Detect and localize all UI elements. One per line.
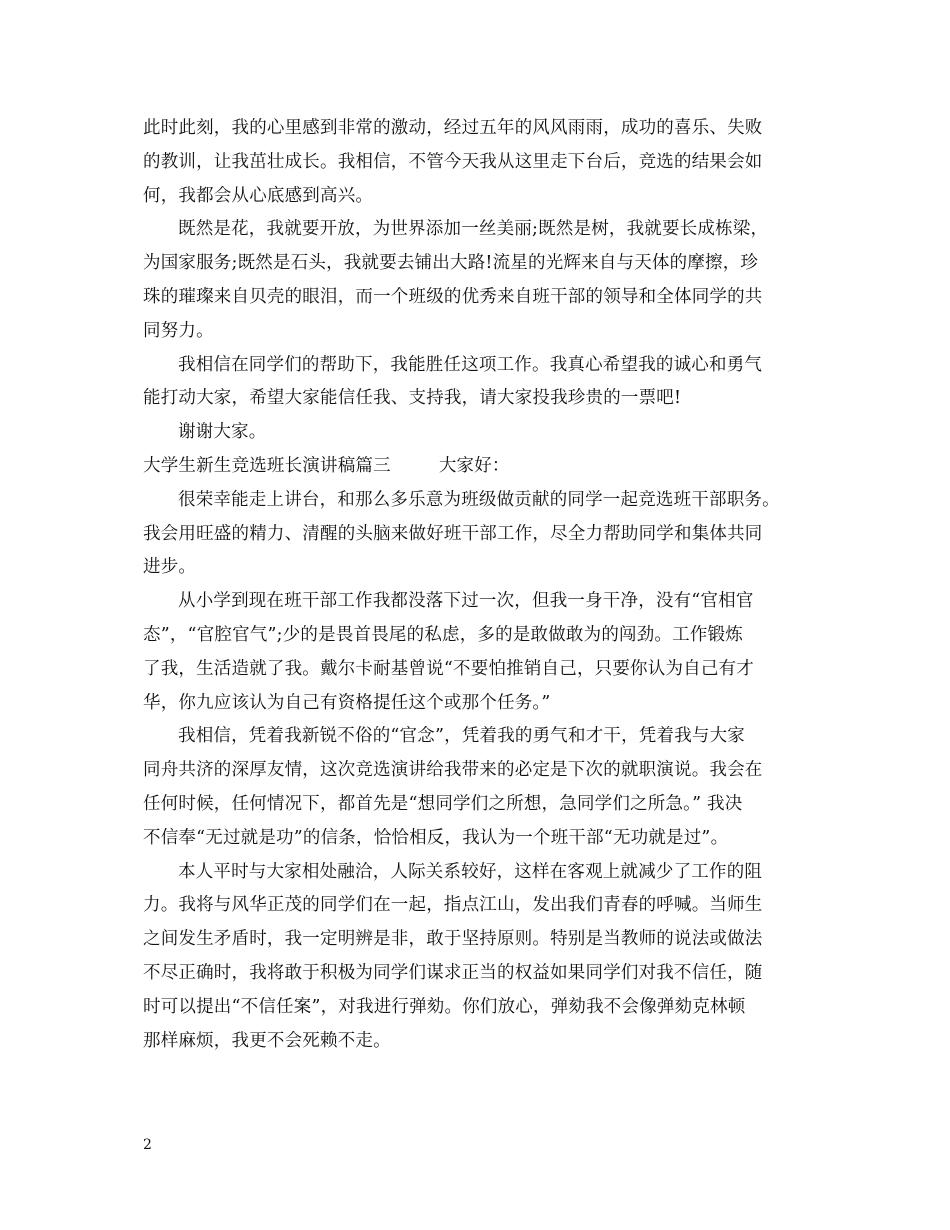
text-line: 同舟共济的深厚友情，这次竞选演讲给我带来的必定是下次的就职演说。我会在: [143, 760, 763, 781]
text-line: 不尽正确时，我将敢于积极为同学们谋求正当的权益如果同学们对我不信任，随: [143, 962, 763, 983]
text-line: 的教训，让我茁壮成长。我相信，不管今天我从这里走下台后，竞选的结果会如: [143, 151, 763, 172]
text-line: 既然是花，我就要开放，为世界添加一丝美丽;既然是树，我就要长成栋梁，: [178, 219, 769, 240]
paragraphs-after-heading: [143, 484, 815, 1059]
text-line: 本人平时与大家相处融洽，人际关系较好，这样在客观上就减少了工作的阻: [178, 861, 763, 882]
document-body: [143, 112, 815, 1058]
text-line: 珠的璀璨来自贝壳的眼泪，而一个班级的优秀来自班干部的领导和全体同学的共: [143, 286, 763, 307]
text-line: 我相信在同学们的帮助下，我能胜任这项工作。我真心希望我的诚心和勇气: [178, 354, 763, 375]
text-line: 不信奉“无过就是功”的信条，恰恰相反，我认为一个班干部“无功就是过”。: [143, 827, 729, 848]
text-line: 何，我都会从心底感到高兴。: [143, 185, 374, 206]
text-line: 进步。: [143, 557, 197, 578]
text-line: 那样麻烦，我更不会死赖不走。: [143, 1030, 391, 1051]
text-line: 任何时候，任何情况下，都首先是“想同学们之所想，急同学们之所急。” 我决: [143, 793, 743, 814]
text-line: 我相信，凭着我新锐不俗的“官念”，凭着我的勇气和才干，凭着我与大家: [178, 726, 745, 747]
text-line: 我会用旺盛的精力、清醒的头脑来做好班干部工作，尽全力帮助同学和集体共同: [143, 523, 763, 544]
section-heading-greeting: 大家好：: [438, 455, 510, 476]
text-line: 了我，生活造就了我。戴尔卡耐基曾说“不要怕推销自己，只要你认为自己有才: [143, 658, 754, 679]
text-line: 此时此刻，我的心里感到非常的激动，经过五年的风风雨雨，成功的喜乐、失败: [143, 118, 763, 138]
text-line: 时可以提出“不信任案”，对我进行弹劾。你们放心，弹劾我不会像弹劾克林顿: [143, 996, 746, 1017]
text-line: 同努力。: [143, 320, 214, 341]
paragraphs-before-heading: [143, 112, 815, 450]
text-line: 华，你九应该认为自己有资格提任这个或那个任务。”: [143, 692, 551, 713]
text-line: 之间发生矛盾时，我一定明辨是非，敢于坚持原则。特别是当教师的说法或做法: [143, 929, 763, 950]
text-line: 态”，“官腔官气”;少的是畏首畏尾的私虑，多的是敢做敢为的闯劲。工作锻炼: [143, 624, 743, 645]
page-number: 2: [143, 1137, 152, 1153]
text-line: 能打动大家，希望大家能信任我、支持我，请大家投我珍贵的一票吧!: [143, 388, 682, 409]
text-line: 为国家服务;既然是石头，我就要去铺出大路!流星的光辉来自与天体的摩擦，珍: [143, 253, 759, 274]
text-line: 谢谢大家。: [178, 422, 267, 443]
section-heading-title: 大学生新生竞选班长演讲稿篇三: [143, 455, 391, 476]
section-heading: [143, 450, 815, 484]
text-line: 很荣幸能走上讲台，和那么多乐意为班级做贡献的同学一起竞选班干部职务。: [178, 489, 780, 510]
text-line: 从小学到现在班干部工作我都没落下过一次，但我一身干净，没有“官相官: [178, 591, 754, 612]
text-line: 力。我将与风华正茂的同学们在一起，指点江山，发出我们青春的呼喊。当师生: [143, 895, 763, 916]
